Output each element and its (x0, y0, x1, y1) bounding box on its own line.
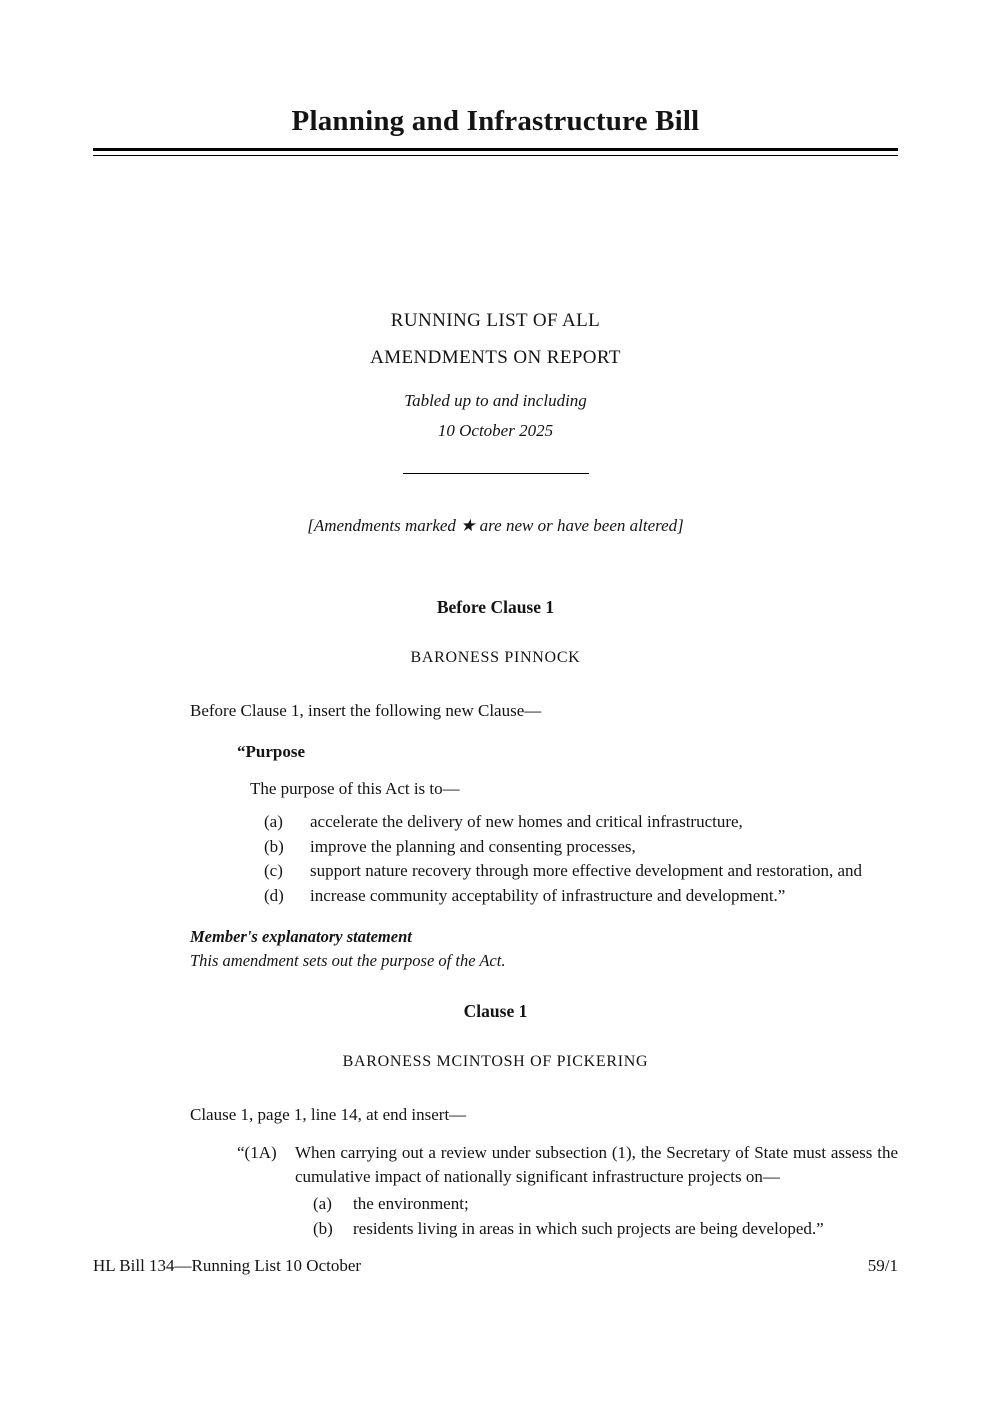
list-item-label: (d) (264, 886, 284, 906)
amendment2-instruction: Clause 1, page 1, line 14, at end insert— (190, 1105, 467, 1125)
list-item (264, 810, 898, 835)
list-item-label: (b) (313, 1218, 333, 1238)
amendment1-list (264, 810, 898, 909)
new-clause-title: “Purpose (237, 741, 305, 761)
list-item (264, 835, 898, 860)
list-item-text: support nature recovery through more effective development and restoration, and (310, 861, 862, 881)
section-divider (403, 473, 589, 474)
list-item (264, 884, 898, 909)
list-item (313, 1192, 898, 1217)
section-heading-before-clause-1: Before Clause 1 (436, 596, 555, 617)
title-divider (93, 148, 898, 156)
list-item-text: accelerate the delivery of new homes and critical infrastructure, (310, 812, 743, 832)
list-item-label: (c) (264, 861, 283, 881)
explanatory-statement-text: This amendment sets out the purpose of the Act. (190, 950, 506, 970)
running-list-line1: RUNNING LIST OF ALL (390, 309, 601, 331)
footer-page-number: 59/1 (867, 1256, 898, 1275)
member-name-mcintosh: BARONESS MCINTOSH OF PICKERING (342, 1052, 649, 1070)
subsection-1a (237, 1141, 898, 1190)
footer-bill-reference: HL Bill 134—Running List 10 October (93, 1256, 362, 1275)
subsection-label: “(1A) (237, 1142, 277, 1162)
list-item-label: (a) (313, 1194, 332, 1214)
list-item-text: increase community acceptability of infrastructure and development.” (310, 886, 786, 906)
running-list-line2: AMENDMENTS ON REPORT (370, 346, 621, 368)
member-name-pinnock: BARONESS PINNOCK (410, 649, 581, 667)
amendment2-list (313, 1192, 898, 1241)
amendments-marked-notice: [Amendments marked ★ are new or have been altered] (307, 516, 684, 536)
page-footer (93, 1254, 898, 1279)
tabled-date: 10 October 2025 (437, 421, 554, 441)
clause-intro: The purpose of this Act is to— (250, 778, 460, 798)
list-item-text: improve the planning and consenting processes, (310, 836, 636, 856)
list-item-text: residents living in areas in which such projects are being developed.” (353, 1218, 824, 1238)
list-item-label: (b) (264, 836, 284, 856)
amendment1-instruction: Before Clause 1, insert the following new Clause— (190, 701, 542, 721)
list-item-text: the environment; (353, 1194, 469, 1214)
running-list-heading (93, 302, 898, 376)
subsection-text: When carrying out a review under subsection (1), the Secretary of State must assess the cumulative impact of nationally significant infrastructure projects on— (295, 1142, 898, 1187)
list-item (313, 1217, 898, 1242)
explanatory-statement-heading: Member's explanatory statement (190, 926, 412, 946)
list-item (264, 859, 898, 884)
section-heading-clause-1: Clause 1 (463, 1000, 528, 1021)
page-title: Planning and Infrastructure Bill (291, 105, 700, 137)
tabled-caption: Tabled up to and including (404, 390, 587, 410)
list-item-label: (a) (264, 812, 283, 832)
